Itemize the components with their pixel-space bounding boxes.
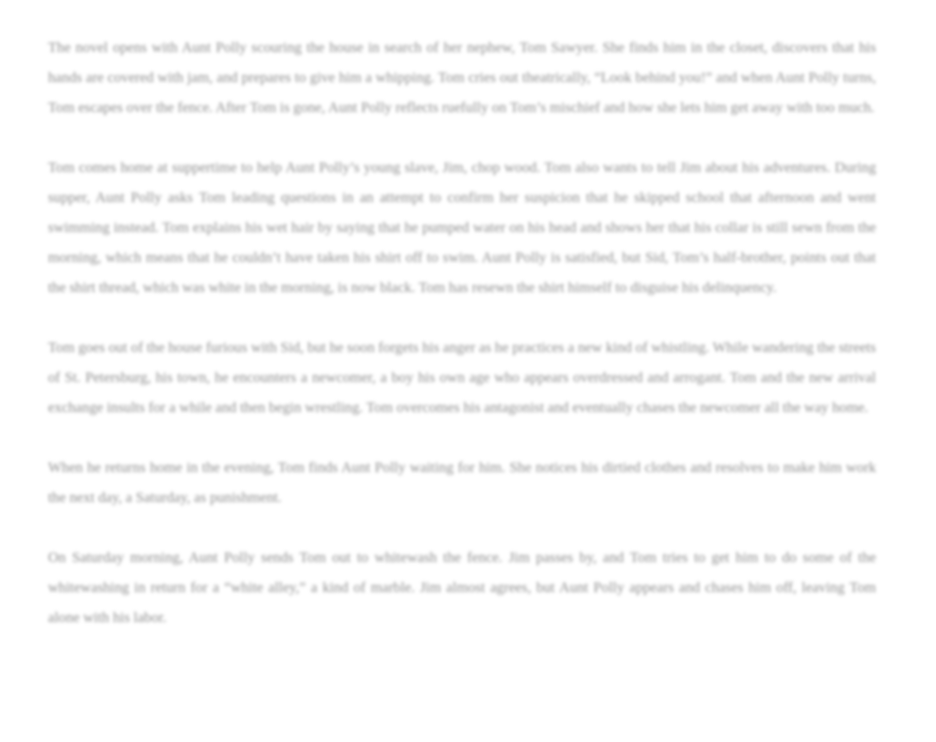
paragraph-1: The novel opens with Aunt Polly scouring the house in search of her nephew, Tom Sawyer. She finds him in the closet, discovers that his hands are covered with jam, and prepares to give him a whipping. Tom cries out theatrically, “Look behind you!” and when Aunt Polly turns, Tom escapes over the fence. After Tom is gone, Aunt Polly reflects ruefully on Tom’s mischief and how she lets him get away with too much. — [48, 40, 876, 116]
document-page — [48, 33, 876, 633]
paragraph-2: Tom comes home at suppertime to help Aunt Polly’s young slave, Jim, chop wood. Tom also wants to tell Jim about his adventures. During supper, Aunt Polly asks Tom leading questions in an attempt to confirm her suspicion that he skipped school that afternoon and went swimming instead. Tom explains his wet hair by saying that he pumped water on his head and shows her that his collar is still sewn from the morning, which means that he couldn’t have taken his shirt off to swim. Aunt Polly is satisfied, but Sid, Tom’s half-brother, points out that the shirt thread, which was white in the morning, is now black. Tom has resewn the shirt himself to disguise his delinquency. — [48, 160, 876, 296]
paragraph-3: Tom goes out of the house furious with Sid, but he soon forgets his anger as he practices a new kind of whistling. While wandering the streets of St. Petersburg, his town, he encounters a newcomer, a boy his own age who appears overdressed and arrogant. Tom and the new arrival exchange insults for a while and then begin wrestling. Tom overcomes his antagonist and eventually chases the newcomer all the way home. — [48, 340, 876, 416]
paragraph-4: When he returns home in the evening, Tom finds Aunt Polly waiting for him. She notices his dirtied clothes and resolves to make him work the next day, a Saturday, as punishment. — [48, 460, 876, 506]
paragraph-5: On Saturday morning, Aunt Polly sends Tom out to whitewash the fence. Jim passes by, and Tom tries to get him to do some of the whitewashing in return for a “white alley,” a kind of marble. Jim almost agrees, but Aunt Polly appears and chases him off, leaving Tom alone with his labor. — [48, 550, 876, 626]
